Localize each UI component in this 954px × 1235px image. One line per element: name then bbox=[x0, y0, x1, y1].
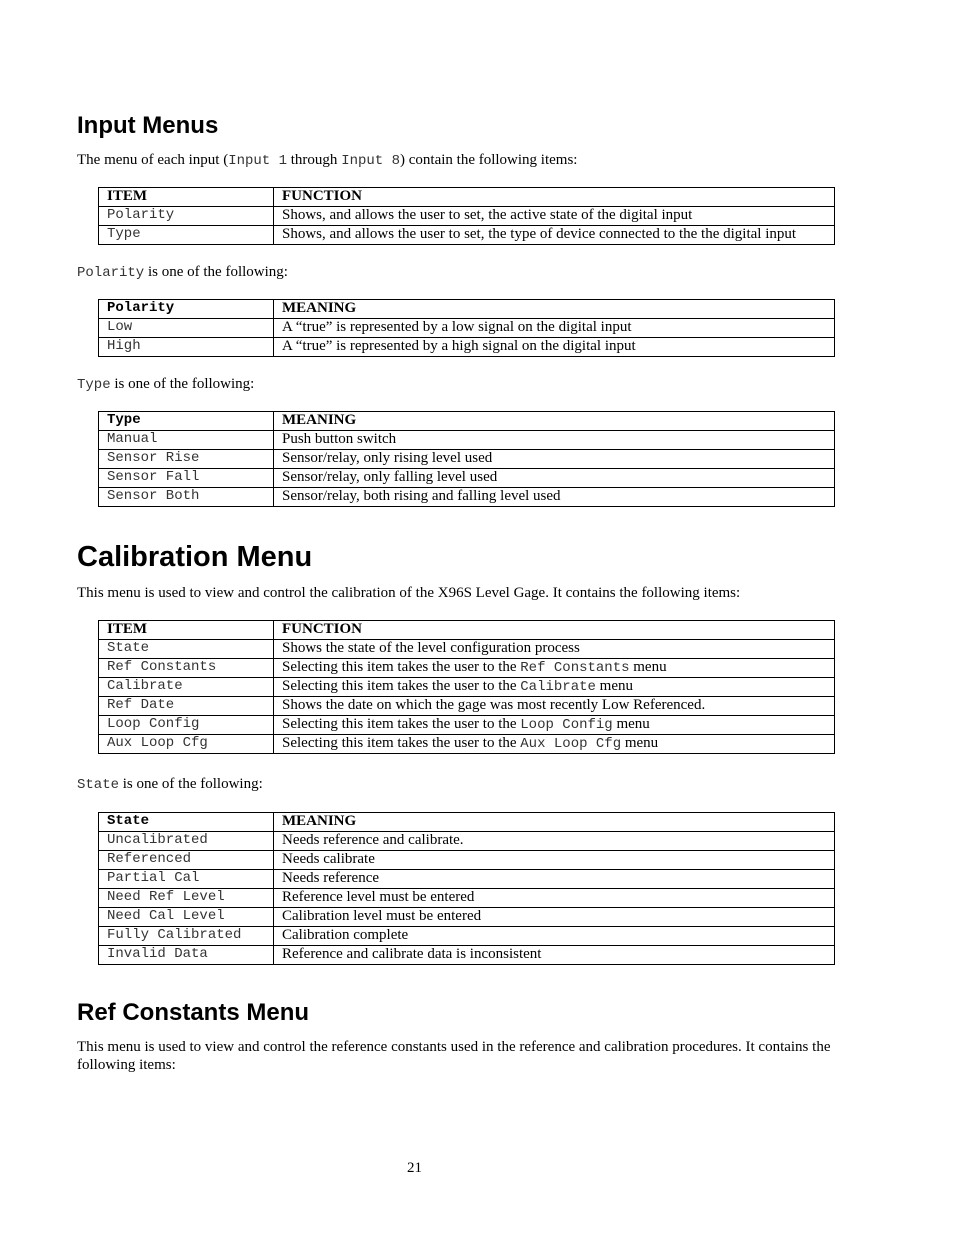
meaning-cell: Reference level must be entered bbox=[274, 889, 835, 908]
input-items-table bbox=[98, 187, 835, 245]
ref-constants-intro: This menu is used to view and control the reference constants used in the reference and calibration procedures. It contains the following items: bbox=[77, 1039, 831, 1073]
table-row bbox=[99, 207, 835, 226]
value-cell: Referenced bbox=[99, 851, 274, 870]
table-row bbox=[99, 659, 835, 678]
column-header: FUNCTION bbox=[274, 621, 835, 640]
function-cell: Selecting this item takes the user to the Aux Loop Cfg menu bbox=[274, 735, 835, 754]
meaning-cell: Reference and calibrate data is inconsistent bbox=[274, 946, 835, 965]
table-header-row bbox=[99, 300, 835, 319]
function-cell: Shows the date on which the gage was most recently Low Referenced. bbox=[274, 697, 835, 716]
table-row bbox=[99, 851, 835, 870]
meaning-cell: A “true” is represented by a high signal on the digital input bbox=[274, 338, 835, 357]
table-row bbox=[99, 338, 835, 357]
value-cell: High bbox=[99, 338, 274, 357]
table-row bbox=[99, 946, 835, 965]
table-row bbox=[99, 226, 835, 245]
meaning-cell: Push button switch bbox=[274, 431, 835, 450]
function-cell: Selecting this item takes the user to the Calibrate menu bbox=[274, 678, 835, 697]
value-cell: Manual bbox=[99, 431, 274, 450]
calibration-intro: This menu is used to view and control the calibration of the X96S Level Gage. It contains the following items: bbox=[77, 585, 741, 601]
table-row bbox=[99, 735, 835, 754]
table-header-row bbox=[99, 412, 835, 431]
column-header: Type bbox=[99, 412, 274, 431]
table-row bbox=[99, 832, 835, 851]
item-cell: Ref Constants bbox=[99, 659, 274, 678]
table-row bbox=[99, 889, 835, 908]
meaning-cell: Calibration level must be entered bbox=[274, 908, 835, 927]
calibration-items-table bbox=[98, 620, 835, 754]
meaning-cell: A “true” is represented by a low signal on the digital input bbox=[274, 319, 835, 338]
table-row bbox=[99, 488, 835, 507]
value-cell: Sensor Both bbox=[99, 488, 274, 507]
table-row bbox=[99, 870, 835, 889]
function-cell: Selecting this item takes the user to the Ref Constants menu bbox=[274, 659, 835, 678]
value-cell: Fully Calibrated bbox=[99, 927, 274, 946]
meaning-cell: Calibration complete bbox=[274, 927, 835, 946]
column-header: FUNCTION bbox=[274, 188, 835, 207]
item-cell: Polarity bbox=[99, 207, 274, 226]
table-row bbox=[99, 640, 835, 659]
value-cell: Sensor Fall bbox=[99, 469, 274, 488]
table-row bbox=[99, 697, 835, 716]
table-header-row bbox=[99, 621, 835, 640]
state-table bbox=[98, 812, 835, 965]
calibration-menu-heading: Calibration Menu bbox=[77, 541, 313, 573]
column-header: MEANING bbox=[274, 300, 835, 319]
column-header: Polarity bbox=[99, 300, 274, 319]
function-cell: Selecting this item takes the user to the Loop Config menu bbox=[274, 716, 835, 735]
page-number: 21 bbox=[407, 1160, 422, 1176]
input-menus-heading: Input Menus bbox=[77, 112, 219, 139]
value-cell: Need Ref Level bbox=[99, 889, 274, 908]
value-cell: Uncalibrated bbox=[99, 832, 274, 851]
value-cell: Partial Cal bbox=[99, 870, 274, 889]
type-table bbox=[98, 411, 835, 507]
meaning-cell: Sensor/relay, both rising and falling level used bbox=[274, 488, 835, 507]
meaning-cell: Sensor/relay, only rising level used bbox=[274, 450, 835, 469]
item-cell: Type bbox=[99, 226, 274, 245]
item-cell: Ref Date bbox=[99, 697, 274, 716]
column-header: State bbox=[99, 813, 274, 832]
input-menus-intro: The menu of each input (Input 1 through Input 8) contain the following items: bbox=[77, 152, 578, 169]
item-cell: Calibrate bbox=[99, 678, 274, 697]
table-row bbox=[99, 716, 835, 735]
value-cell: Sensor Rise bbox=[99, 450, 274, 469]
type-intro: Type is one of the following: bbox=[77, 376, 255, 393]
meaning-cell: Needs reference bbox=[274, 870, 835, 889]
table-header-row bbox=[99, 813, 835, 832]
function-cell: Shows the state of the level configuration process bbox=[274, 640, 835, 659]
table-row bbox=[99, 469, 835, 488]
meaning-cell: Sensor/relay, only falling level used bbox=[274, 469, 835, 488]
table-row bbox=[99, 678, 835, 697]
function-cell: Shows, and allows the user to set, the active state of the digital input bbox=[274, 207, 835, 226]
value-cell: Need Cal Level bbox=[99, 908, 274, 927]
state-intro: State is one of the following: bbox=[77, 776, 263, 793]
meaning-cell: Needs calibrate bbox=[274, 851, 835, 870]
table-row bbox=[99, 450, 835, 469]
item-cell: Loop Config bbox=[99, 716, 274, 735]
column-header: MEANING bbox=[274, 813, 835, 832]
ref-constants-heading: Ref Constants Menu bbox=[77, 999, 310, 1026]
value-cell: Invalid Data bbox=[99, 946, 274, 965]
polarity-intro: Polarity is one of the following: bbox=[77, 264, 288, 281]
table-header-row bbox=[99, 188, 835, 207]
item-cell: Aux Loop Cfg bbox=[99, 735, 274, 754]
table-row bbox=[99, 908, 835, 927]
function-cell: Shows, and allows the user to set, the type of device connected to the the digital input bbox=[274, 226, 835, 245]
table-row bbox=[99, 431, 835, 450]
table-row bbox=[99, 319, 835, 338]
item-cell: State bbox=[99, 640, 274, 659]
table-row bbox=[99, 927, 835, 946]
column-header: ITEM bbox=[99, 188, 274, 207]
column-header: ITEM bbox=[99, 621, 274, 640]
value-cell: Low bbox=[99, 319, 274, 338]
polarity-table bbox=[98, 299, 835, 357]
column-header: MEANING bbox=[274, 412, 835, 431]
meaning-cell: Needs reference and calibrate. bbox=[274, 832, 835, 851]
